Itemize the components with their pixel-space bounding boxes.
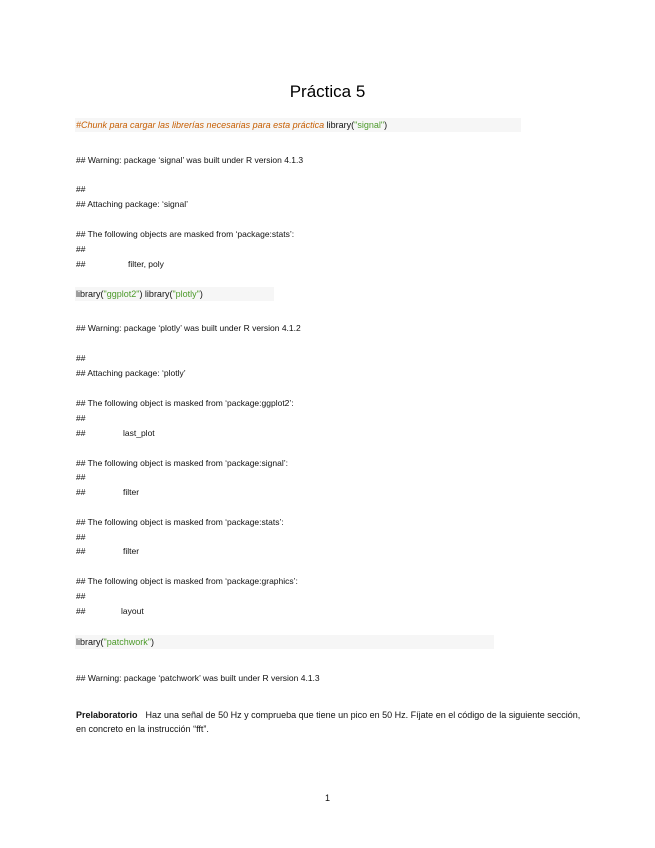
output-line: ## The following object is masked from ‘package:signal’: [76, 458, 288, 468]
code-function: ) library( [139, 289, 173, 299]
output-masked-names: filter, poly [128, 259, 164, 269]
code-comment: #Chunk para cargar las librerías necesarias para esta práctica [76, 120, 325, 130]
output-line: ## [76, 606, 86, 616]
code-function: library( [76, 637, 104, 647]
code-paren: ) [384, 120, 388, 130]
output-line: ## The following object is masked from ‘package:stats’: [76, 517, 284, 527]
code-chunk-patchwork [75, 635, 494, 649]
output-line: ## Attaching package: ‘signal’ [76, 199, 188, 209]
output-line: ## The following object is masked from ‘package:ggplot2’: [76, 398, 294, 408]
output-line: ## Warning: package ‘signal’ was built under R version 4.1.3 [76, 155, 304, 165]
prelab-text: Haz una señal de 50 Hz y comprueba que tiene un pico en 50 Hz. Fíjate en el código de la siguiente sección, en concreto en la instrucción “fft”. [76, 710, 581, 734]
output-masked-names: layout [121, 606, 144, 616]
output-line: ## [76, 184, 86, 194]
output-line: ## The following objects are masked from ‘package:stats’: [76, 229, 295, 239]
code-function: library( [326, 120, 355, 130]
output-line: ## [76, 413, 86, 423]
code-paren: ) [199, 289, 203, 299]
output-line: ## [76, 591, 86, 601]
code-chunk-ggplot-plotly [75, 287, 274, 301]
output-line: ## Warning: package ‘patchwork’ was built under R version 4.1.3 [76, 673, 320, 683]
code-paren: ) [150, 637, 154, 647]
page-title: Práctica 5 [289, 82, 366, 101]
output-masked-names: last_plot [123, 428, 155, 438]
output-masked-names: filter [123, 487, 140, 497]
output-line: ## [76, 428, 86, 438]
code-chunk-signal [75, 118, 521, 132]
code-string: "signal" [354, 120, 385, 130]
prelab-paragraph [76, 708, 586, 736]
output-line: ## [76, 472, 86, 482]
output-line: ## [76, 259, 86, 269]
code-string: "patchwork" [103, 637, 151, 647]
output-line: ## [76, 546, 86, 556]
page-number: 1 [324, 793, 330, 803]
code-string: "plotly" [172, 289, 200, 299]
output-line: ## The following object is masked from ‘package:graphics’: [76, 576, 298, 586]
output-line: ## [76, 487, 86, 497]
output-line: ## [76, 353, 86, 363]
output-line: ## [76, 532, 86, 542]
output-line: ## [76, 244, 86, 254]
output-line: ## Attaching package: ‘plotly’ [76, 368, 186, 378]
output-masked-names: filter [123, 546, 140, 556]
code-function: library( [76, 289, 104, 299]
output-line: ## Warning: package ‘plotly’ was built under R version 4.1.2 [76, 323, 301, 333]
prelab-label: Prelaboratorio [76, 710, 138, 720]
code-string: "ggplot2" [103, 289, 140, 299]
